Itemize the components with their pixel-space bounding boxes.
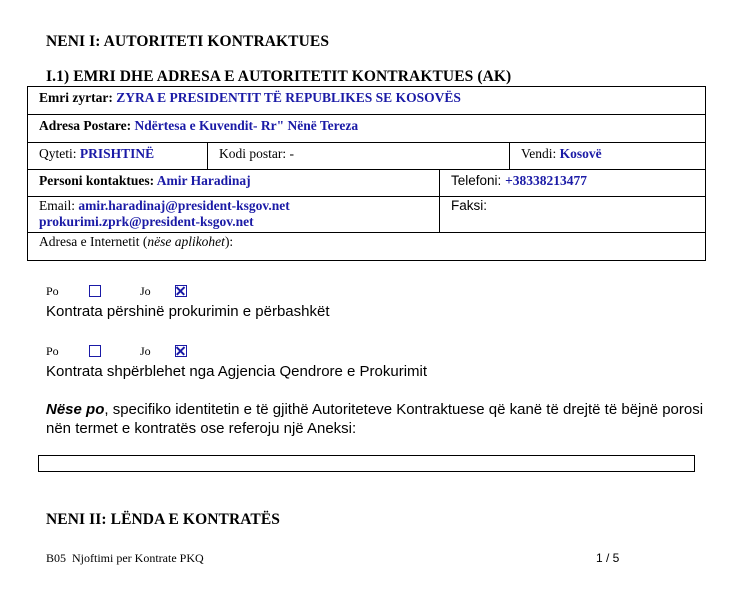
q2-no-checkbox[interactable] bbox=[175, 345, 187, 357]
footer-page-number: 1 / 5 bbox=[596, 551, 620, 565]
email-value-2: prokurimi.zprk@president-ksgov.net bbox=[39, 214, 254, 229]
q2-text: Kontrata shpërblehet nga Agjencia Qendrore e Prokurimit bbox=[46, 363, 428, 380]
fax-label: Faksi bbox=[451, 198, 484, 213]
q1-yes-label: Po bbox=[46, 284, 59, 298]
city-row: Qyteti: PRISHTINË Kodi postar: - Vendi: Kosovë bbox=[28, 143, 705, 170]
internet-note: nëse aplikohet bbox=[147, 234, 225, 249]
contact-label: Personi kontaktues bbox=[39, 173, 150, 188]
authority-table bbox=[27, 86, 706, 261]
official-name-label: Emri zyrtar bbox=[39, 90, 109, 105]
postal-address-row: Adresa Postare: Ndërtesa e Kuvendit- Rr" Nënë Tereza bbox=[28, 115, 705, 143]
specify-input-field[interactable] bbox=[38, 455, 695, 472]
city-value: PRISHTINË bbox=[79, 146, 155, 161]
postal-code-label: Kodi postar bbox=[219, 146, 283, 161]
postal-address-label: Adresa Postare bbox=[39, 118, 127, 133]
email-row: Email: amir.haradinaj@president-ksgov.net prokurimi.zprk@president-ksgov.net Faksi: bbox=[28, 197, 705, 233]
q1-text: Kontrata përshinë prokurimin e përbashkët bbox=[46, 303, 330, 320]
specify-lead: Nëse po bbox=[46, 401, 105, 418]
postal-code-value: - bbox=[289, 146, 295, 161]
phone-value: +38338213477 bbox=[505, 173, 588, 188]
q2-yes-label: Po bbox=[46, 344, 59, 358]
contact-row: Personi kontaktues: Amir Haradinaj Telefoni: +38338213477 bbox=[28, 170, 705, 197]
specify-paragraph bbox=[46, 400, 706, 438]
phone-label: Telefoni bbox=[451, 173, 498, 188]
q1-no-label: Jo bbox=[140, 284, 151, 298]
q2-no-label: Jo bbox=[140, 344, 151, 358]
email-label: Email bbox=[39, 198, 72, 213]
country-value: Kosovë bbox=[559, 146, 602, 161]
city-label: Qyteti bbox=[39, 146, 73, 161]
internet-row: Adresa e Internetit (nëse aplikohet): bbox=[39, 234, 234, 249]
email-value-1: amir.haradinaj@president-ksgov.net bbox=[78, 198, 290, 213]
postal-address-value: Ndërtesa e Kuvendit- Rr" Nënë Tereza bbox=[134, 118, 359, 133]
internet-label: Adresa e Internetit bbox=[39, 234, 140, 249]
official-name-value: ZYRA E PRESIDENTIT TË REPUBLIKES SE KOSOVËS bbox=[116, 90, 461, 105]
q1-no-checkbox[interactable] bbox=[175, 285, 187, 297]
country-label: Vendi bbox=[521, 146, 553, 161]
contact-value: Amir Haradinaj bbox=[156, 173, 251, 188]
specify-text: , specifiko identitetin e të gjithë Autoriteteve Kontraktuese që kanë të drejtë të bëjnë porosi nën termet e kontratës ose referoju një Aneksi: bbox=[46, 401, 704, 437]
q1-yes-checkbox[interactable] bbox=[89, 285, 101, 297]
subsection-title: I.1) EMRI DHE ADRESA E AUTORITETIT KONTRAKTUES (AK) bbox=[46, 68, 512, 85]
section-2-title: NENI II: LËNDA E KONTRATËS bbox=[46, 511, 281, 528]
official-name-row: Emri zyrtar: ZYRA E PRESIDENTIT TË REPUBLIKES SE KOSOVËS bbox=[28, 87, 705, 115]
footer-doc-name: B05 Njoftimi per Kontrate PKQ bbox=[46, 551, 204, 565]
section-1-title: NENI I: AUTORITETI KONTRAKTUES bbox=[46, 33, 330, 50]
q2-yes-checkbox[interactable] bbox=[89, 345, 101, 357]
